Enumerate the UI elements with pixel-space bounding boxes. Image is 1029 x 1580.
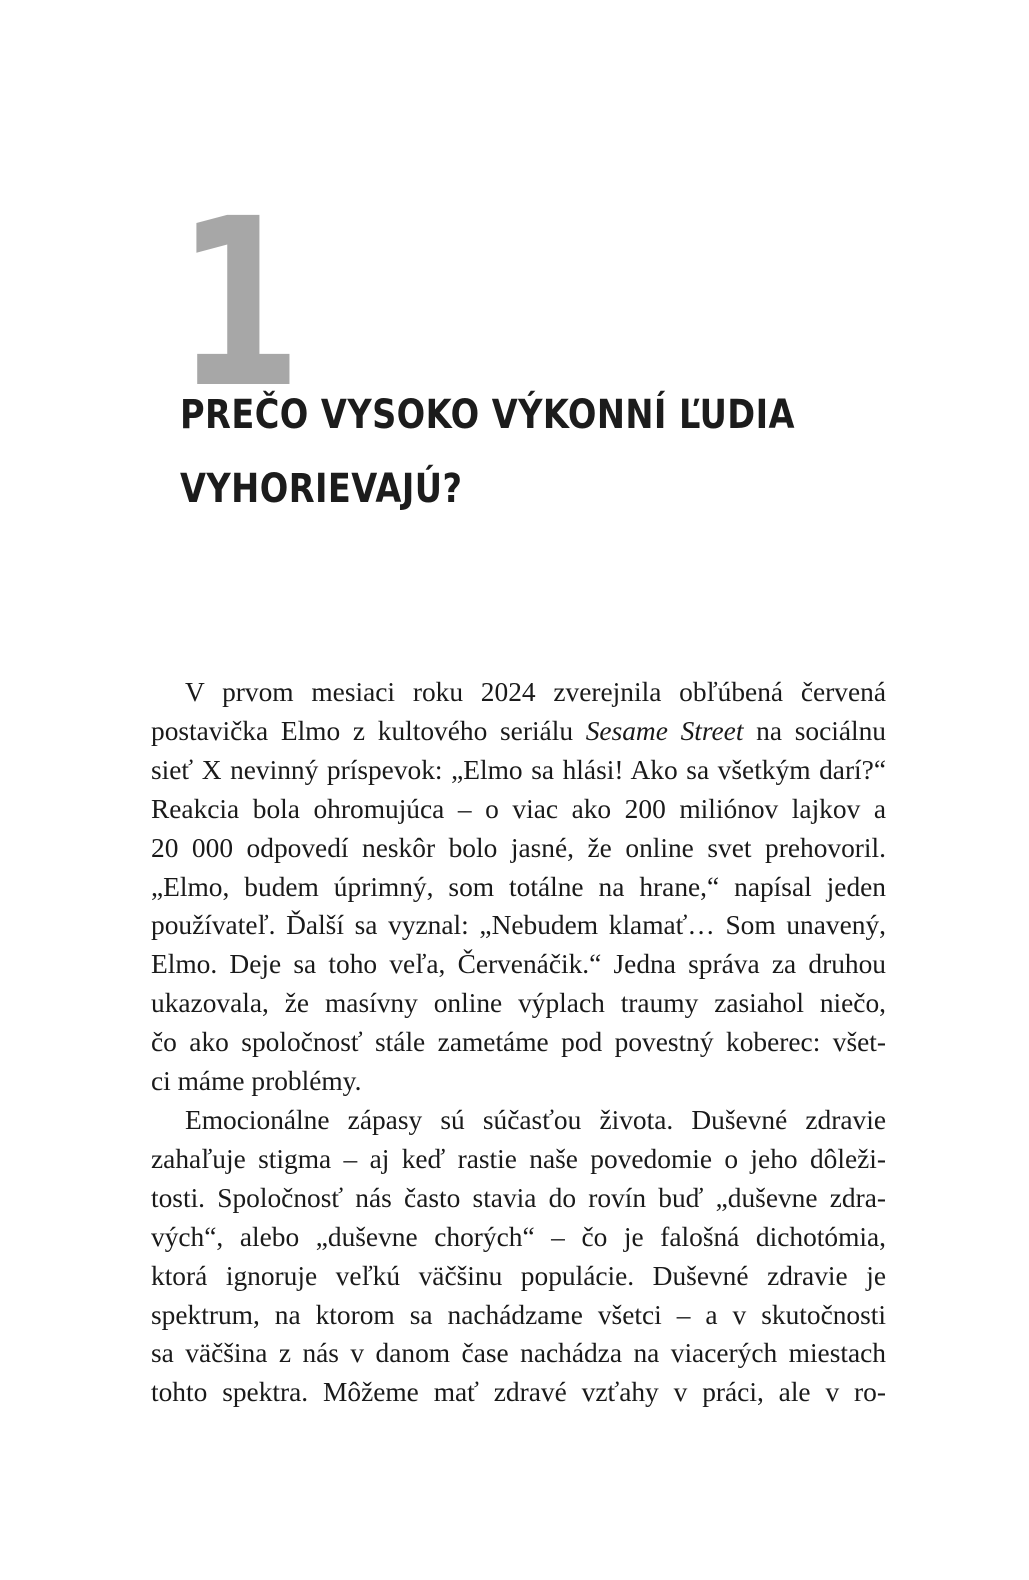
chapter-title: [180, 378, 795, 526]
text-line: tohto spektra. Môžeme mať zdravé vzťahy v práci, ale v ro-: [151, 1377, 886, 1408]
text-segment: na sociálnu: [743, 715, 886, 746]
text-line: ktorá ignoruje veľkú väčšinu populácie. Duševné zdravie je: [151, 1260, 886, 1291]
paragraph: [151, 673, 886, 1101]
text-line: tosti. Spoločnosť nás často stavia do rovín buď „duševne zdra-: [151, 1182, 886, 1213]
text-line: používateľ. Ďalší sa vyznal: „Nebudem klamať… Som unavený,: [151, 910, 886, 941]
text-line: zahaľuje stigma – aj keď rastie naše povedomie o jeho dôleži-: [151, 1143, 886, 1174]
text-line: ci máme problémy.: [151, 1066, 362, 1097]
show-title: Sesame Street: [585, 715, 744, 746]
text-line: čo ako spoločnosť stále zametáme pod povestný koberec: všet-: [151, 1027, 886, 1058]
text-line: sa väčšina z nás v danom čase nachádza na viacerých miestach: [151, 1338, 886, 1369]
text-line: vých“, alebo „duševne chorých“ – čo je falošná dichotómia,: [151, 1221, 886, 1252]
text-line: „Elmo, budem úprimný, som totálne na hrane,“ napísal jeden: [151, 871, 886, 902]
chapter-title-line: VYHORIEVAJÚ?: [180, 466, 463, 512]
text-line: 20 000 odpovedí neskôr bolo jasné, že online svet prehovoril.: [151, 832, 886, 863]
text-line: ukazovala, že masívny online výplach traumy zasiahol niečo,: [151, 988, 886, 1019]
body-text: [151, 673, 886, 1412]
text-line: V prvom mesiaci roku 2024 zverejnila obľúbená červená: [185, 677, 886, 707]
text-line: sieť X nevinný príspevok: „Elmo sa hlási! Ako sa všetkým darí?“: [151, 754, 886, 785]
text-line: spektrum, na ktorom sa nachádzame všetci – a v skutočnosti: [151, 1299, 886, 1330]
paragraph: [151, 1101, 886, 1412]
text-line: Elmo. Deje sa toho veľa, Červenáčik.“ Jedna správa za druhou: [151, 949, 886, 980]
text-line: Emocionálne zápasy sú súčasťou života. Duševné zdravie: [185, 1104, 886, 1135]
chapter-title-line: PREČO VYSOKO VÝKONNÍ ĽUDIA: [180, 392, 795, 438]
text-segment: postavička Elmo z kultového seriálu: [151, 715, 586, 746]
text-line: Reakcia bola ohromujúca – o viac ako 200 miliónov lajkov a: [151, 793, 886, 824]
chapter-number: 1: [176, 169, 302, 439]
text-line: [151, 712, 886, 751]
